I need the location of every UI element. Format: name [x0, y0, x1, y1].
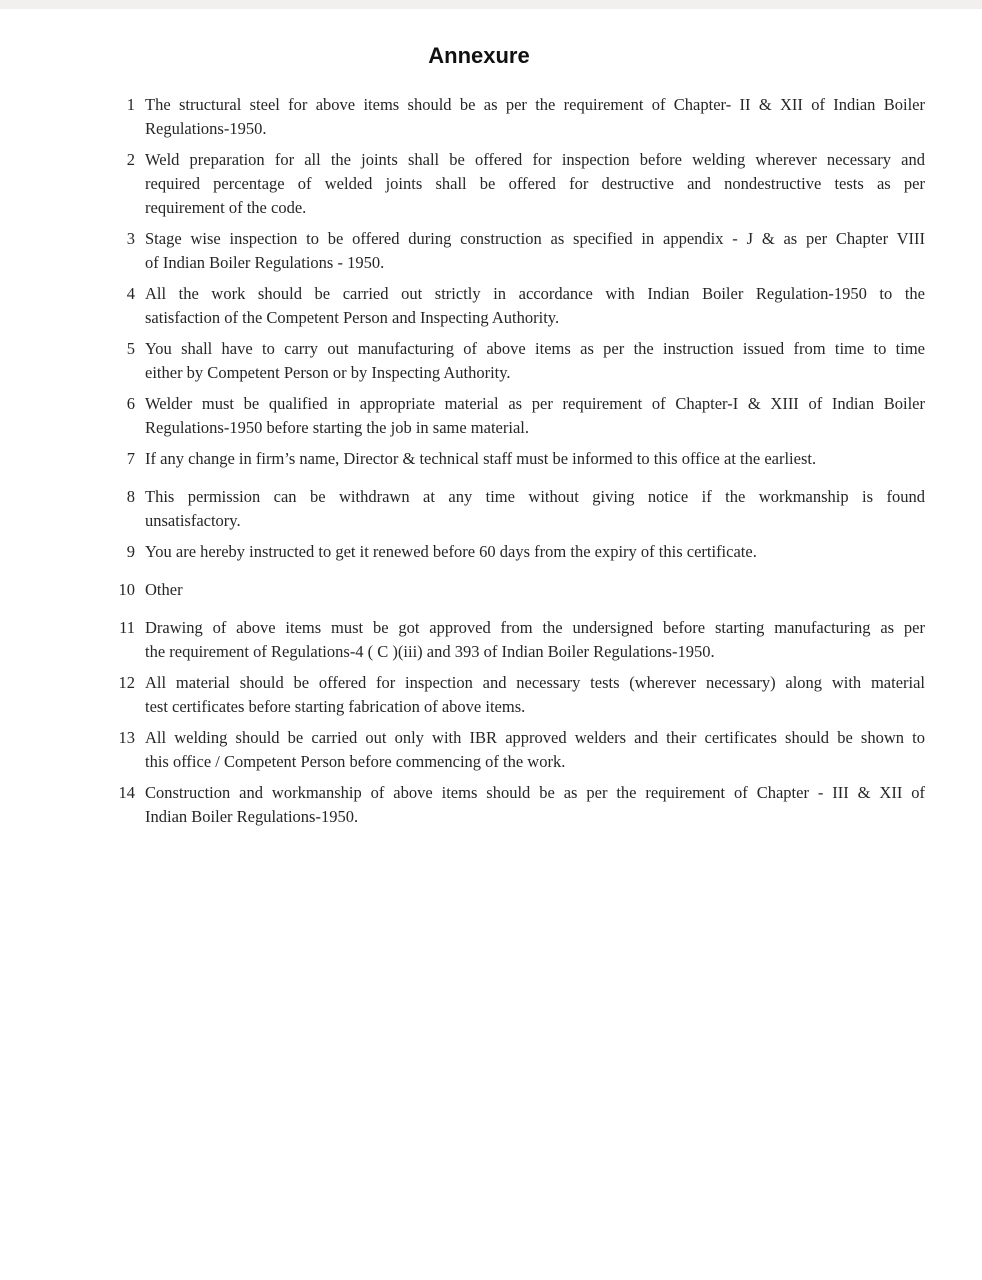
item-text-line: All material should be offered for inspection and necessary tests (wherever necessary) along with material — [145, 673, 925, 692]
item-text-line: If any change in firm’s name, Director & technical staff must be informed to this office at the earliest. — [145, 449, 817, 468]
item-number: 7 — [126, 449, 135, 468]
item-text — [145, 578, 925, 602]
item-text-line: All welding should be carried out only with IBR approved welders and their certificates should be shown to — [145, 728, 925, 747]
item-text — [145, 671, 925, 719]
item-number: 5 — [126, 339, 135, 358]
item-number: 2 — [126, 150, 135, 169]
item-text-line: Indian Boiler Regulations-1950. — [145, 807, 359, 826]
item-text-line: The structural steel for above items should be as per the requirement of Chapter- II & XII of Indian Boiler — [145, 95, 925, 114]
item-number: 6 — [126, 394, 135, 413]
item-text-line: the requirement of Regulations-4 ( C )(iii) and 393 of Indian Boiler Regulations-1950. — [145, 642, 715, 661]
item-text-line: This permission can be withdrawn at any time without giving notice if the workmanship is found — [145, 487, 925, 506]
item-text — [145, 781, 925, 829]
list-item — [111, 93, 982, 141]
item-text-line: Regulations-1950 before starting the job in same material. — [145, 418, 529, 437]
scan-top-edge — [0, 0, 982, 9]
item-number: 12 — [118, 673, 135, 692]
annexure-list — [0, 93, 982, 829]
item-text — [145, 282, 925, 330]
list-item — [111, 337, 982, 385]
list-item — [111, 485, 982, 533]
list-item — [111, 671, 982, 719]
list-item — [111, 781, 982, 829]
item-text-line: Stage wise inspection to be offered during construction as specified in appendix - J & as per Chapter VIII — [145, 229, 925, 248]
list-item — [111, 726, 982, 774]
list-item — [111, 282, 982, 330]
item-text-line: requirement of the code. — [145, 198, 307, 217]
item-text — [145, 540, 925, 564]
page-title: Annexure — [428, 43, 530, 68]
item-number: 1 — [126, 95, 135, 114]
item-text-line: Weld preparation for all the joints shall be offered for inspection before welding wherever necessary and — [145, 150, 925, 169]
item-text-line: You are hereby instructed to get it renewed before 60 days from the expiry of this certificate. — [145, 542, 757, 561]
item-text-line: required percentage of welded joints shall be offered for destructive and nondestructive tests as per — [145, 174, 925, 193]
item-text — [145, 616, 925, 664]
list-item — [111, 392, 982, 440]
item-text-line: Welder must be qualified in appropriate material as per requirement of Chapter-I & XIII of Indian Boiler — [145, 394, 925, 413]
item-number: 14 — [118, 783, 135, 802]
item-text-line: Construction and workmanship of above items should be as per the requirement of Chapter - III & XII of — [145, 783, 925, 802]
item-number: 11 — [119, 618, 135, 637]
item-text-line: Other — [145, 580, 183, 599]
list-item — [111, 148, 982, 220]
item-text — [145, 337, 925, 385]
item-number: 4 — [126, 284, 135, 303]
item-text — [145, 93, 925, 141]
item-number: 9 — [126, 542, 135, 561]
item-text — [145, 447, 925, 471]
list-item — [111, 578, 982, 602]
item-text-line: of Indian Boiler Regulations - 1950. — [145, 253, 385, 272]
item-text — [145, 485, 925, 533]
item-text-line: test certificates before starting fabrication of above items. — [145, 697, 526, 716]
item-text-line: All the work should be carried out strictly in accordance with Indian Boiler Regulation-1950 to the — [145, 284, 925, 303]
item-text-line: Drawing of above items must be got approved from the undersigned before starting manufacturing as per — [145, 618, 925, 637]
item-number: 13 — [118, 728, 135, 747]
item-number: 8 — [126, 487, 135, 506]
item-number: 3 — [126, 229, 135, 248]
item-text-line: this office / Competent Person before commencing of the work. — [145, 752, 566, 771]
item-number: 10 — [118, 580, 135, 599]
list-item — [111, 540, 982, 564]
item-text — [145, 227, 925, 275]
item-text — [145, 726, 925, 774]
list-item — [111, 447, 982, 471]
item-text-line: either by Competent Person or by Inspecting Authority. — [145, 363, 511, 382]
item-text — [145, 392, 925, 440]
item-text-line: You shall have to carry out manufacturing of above items as per the instruction issued from time to time — [145, 339, 925, 358]
item-text-line: satisfaction of the Competent Person and Inspecting Authority. — [145, 308, 560, 327]
item-text-line: unsatisfactory. — [145, 511, 241, 530]
list-item — [111, 227, 982, 275]
item-text — [145, 148, 925, 220]
item-text-line: Regulations-1950. — [145, 119, 267, 138]
list-item — [111, 616, 982, 664]
